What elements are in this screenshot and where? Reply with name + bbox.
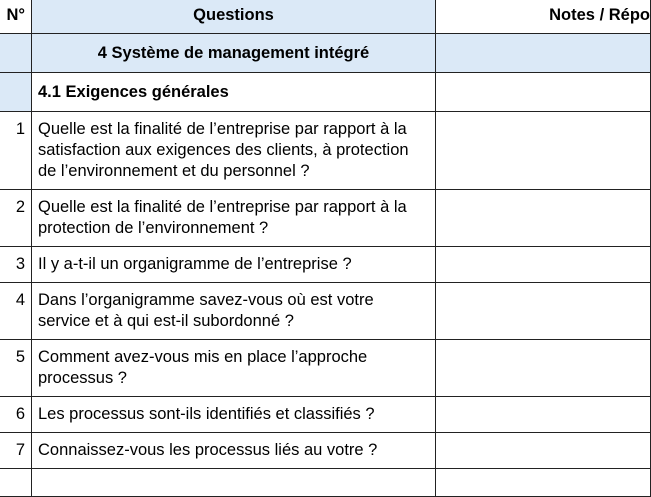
notes-cell[interactable]	[436, 397, 651, 433]
subsection-notes-cell	[436, 73, 651, 112]
table-row	[0, 190, 651, 247]
row-number: 7	[0, 433, 32, 469]
section-notes-cell	[436, 34, 651, 73]
notes-cell[interactable]	[436, 469, 651, 497]
table-row	[0, 397, 651, 433]
table-row	[0, 283, 651, 340]
subsection-number-cell	[0, 73, 32, 112]
section-row	[0, 34, 651, 73]
row-number: 1	[0, 112, 32, 190]
row-number-empty	[0, 469, 32, 497]
header-questions: Questions	[32, 0, 436, 34]
notes-cell[interactable]	[436, 190, 651, 247]
question-text: Dans l’organigramme savez-vous où est votre service et à qui est-il subordonné ?	[32, 283, 436, 340]
question-text: Comment avez-vous mis en place l’approche processus ?	[32, 340, 436, 397]
question-text: Quelle est la finalité de l’entreprise par rapport à la satisfaction aux exigences des clients, à protection de l’environnement et du personnel ?	[32, 112, 436, 190]
row-number: 2	[0, 190, 32, 247]
table-row	[0, 433, 651, 469]
question-text: Quelle est la finalité de l’entreprise par rapport à la protection de l’environnement ?	[32, 190, 436, 247]
row-number: 5	[0, 340, 32, 397]
question-text: Les processus sont-ils identifiés et classifiés ?	[32, 397, 436, 433]
subsection-row	[0, 73, 651, 112]
table-row	[0, 340, 651, 397]
header-number: N°	[0, 0, 32, 34]
section-title: 4 Système de management intégré	[32, 34, 436, 73]
table-row-partial	[0, 469, 651, 497]
row-number: 4	[0, 283, 32, 340]
question-text-empty	[32, 469, 436, 497]
section-number-cell	[0, 34, 32, 73]
question-text: Il y a-t-il un organigramme de l’entreprise ?	[32, 247, 436, 283]
notes-cell[interactable]	[436, 112, 651, 190]
notes-cell[interactable]	[436, 283, 651, 340]
header-notes: Notes / Répo	[436, 0, 651, 34]
question-text: Connaissez-vous les processus liés au votre ?	[32, 433, 436, 469]
row-number: 3	[0, 247, 32, 283]
header-row	[0, 0, 651, 34]
table-row	[0, 112, 651, 190]
row-number: 6	[0, 397, 32, 433]
notes-cell[interactable]	[436, 247, 651, 283]
table-row	[0, 247, 651, 283]
notes-cell[interactable]	[436, 340, 651, 397]
subsection-title: 4.1 Exigences générales	[32, 73, 436, 112]
notes-cell[interactable]	[436, 433, 651, 469]
